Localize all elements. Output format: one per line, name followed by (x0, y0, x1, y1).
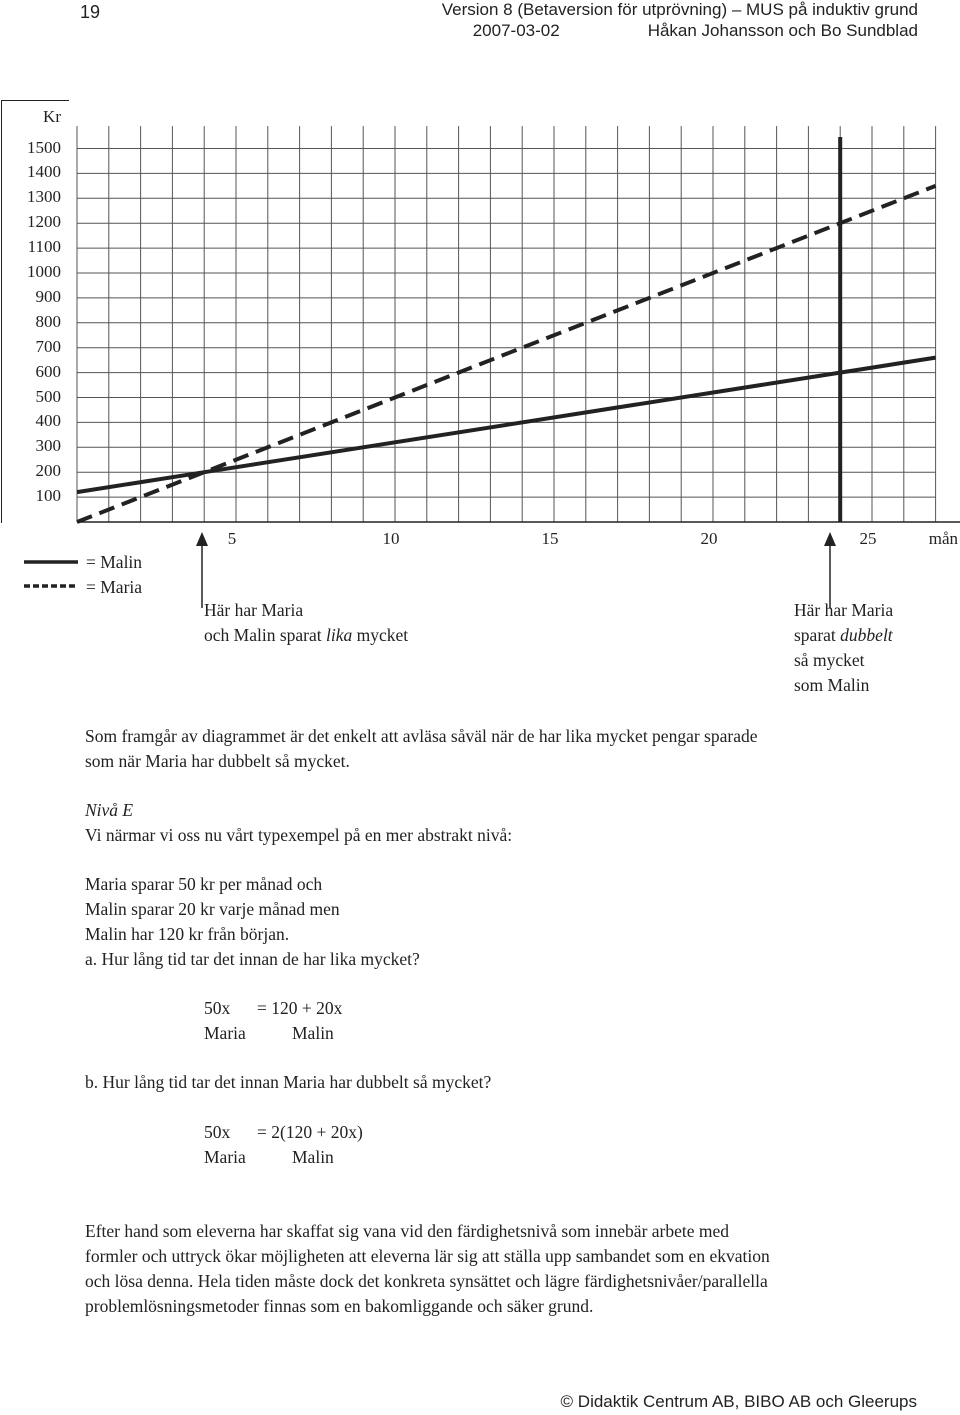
copyright-footer: © Didaktik Centrum AB, BIBO AB och Gleerups (560, 1392, 917, 1411)
annotation-text: mycket (352, 625, 409, 645)
legend-malin: = Malin (86, 552, 143, 572)
x-tick-label: 15 (541, 529, 559, 548)
problem-line2: Malin sparar 20 kr varje månad men (85, 899, 340, 919)
annotation-equal-line1: Här har Maria (204, 600, 304, 620)
annotation-emphasis: lika (325, 625, 353, 645)
annotation-double-line4: som Malin (794, 675, 870, 695)
header-date: 2007-03-02 (472, 21, 560, 40)
paragraph-1-line1: Som framgår av diagrammet är det enkelt att avläsa såväl när de har lika mycket pengar sparade (85, 726, 758, 746)
equation-b-label-maria: Maria (204, 1147, 246, 1167)
equation-a-label-malin: Malin (292, 1023, 334, 1043)
y-tick-label: 400 (35, 411, 61, 431)
question-a: a. Hur lång tid tar det innan de har lika mycket? (85, 949, 420, 969)
annotation-double-line1: Här har Maria (794, 600, 894, 620)
y-tick-label: 900 (35, 286, 61, 306)
y-tick-label: 200 (35, 461, 61, 481)
annotation-text: och Malin sparat (204, 625, 326, 645)
level-heading: Nivå E (85, 800, 134, 820)
header-authors: Håkan Johansson och Bo Sundblad (647, 21, 918, 40)
y-tick-label: 1300 (27, 187, 61, 207)
final-paragraph-line3: och lösa denna. Hela tiden måste dock det konkreta synsättet och lägre färdighetsnivåer/parallella (85, 1271, 768, 1291)
legend-maria: = Maria (86, 577, 143, 597)
annotation-text: sparat (794, 625, 841, 645)
y-tick-label: 1400 (27, 162, 61, 182)
problem-line1: Maria sparar 50 kr per månad och (85, 874, 323, 894)
equation-b-right: = 2(120 + 20x) (257, 1122, 363, 1142)
y-tick-label: 1500 (27, 137, 61, 157)
equation-b-label-malin: Malin (292, 1147, 334, 1167)
y-tick-label: 800 (35, 311, 61, 331)
x-tick-label: 10 (382, 529, 400, 548)
y-tick-label: 600 (35, 361, 61, 381)
intro-text: Vi närmar vi oss nu vårt typexempel på en mer abstrakt nivå: (85, 825, 513, 845)
x-axis-title: mån (928, 529, 958, 548)
y-tick-label: 700 (35, 336, 61, 356)
x-tick-label: 25 (859, 529, 877, 548)
y-axis-title: Kr (43, 107, 61, 126)
final-paragraph-line2: formler och uttryck ökar möjligheten att eleverna lär sig att ställa upp sambandet som en ekvation (85, 1246, 770, 1266)
paragraph-1-line2: som när Maria har dubbelt så mycket. (85, 751, 350, 771)
equation-a-label-maria: Maria (204, 1023, 246, 1043)
y-tick-label: 100 (35, 486, 61, 506)
y-tick-label: 1100 (27, 237, 61, 257)
final-paragraph-line1: Efter hand som eleverna har skaffat sig vana vid den färdighetsnivå som innebär arbete med (85, 1221, 730, 1241)
annotation-equal-line2 (204, 623, 408, 648)
legend-symbols (22, 550, 82, 595)
y-tick-label: 1000 (27, 262, 61, 281)
header-version: Version 8 (Betaversion för utprövning) – MUS på induktiv grund (441, 0, 918, 19)
equation-b-left: 50x (204, 1122, 231, 1142)
annotation-emphasis: dubbelt (840, 625, 893, 645)
annotation-double-line3: så mycket (794, 650, 865, 670)
problem-line3: Malin har 120 kr från början. (85, 924, 290, 944)
question-b: b. Hur lång tid tar det innan Maria har dubbelt så mycket? (85, 1072, 492, 1092)
x-tick-label: 5 (227, 529, 237, 548)
page-number: 19 (80, 2, 101, 22)
x-tick-label: 20 (700, 529, 718, 548)
equation-a-left: 50x (204, 998, 231, 1018)
savings-line-chart (0, 0, 960, 560)
equation-a-right: = 120 + 20x (257, 998, 343, 1018)
y-tick-label: 500 (35, 386, 61, 406)
annotation-double-line2 (794, 623, 893, 648)
final-paragraph-line4: problemlösningsmetoder finnas som en bakomliggande och säker grund. (85, 1296, 594, 1316)
y-tick-label: 300 (35, 436, 61, 456)
y-tick-label: 1200 (27, 212, 61, 232)
